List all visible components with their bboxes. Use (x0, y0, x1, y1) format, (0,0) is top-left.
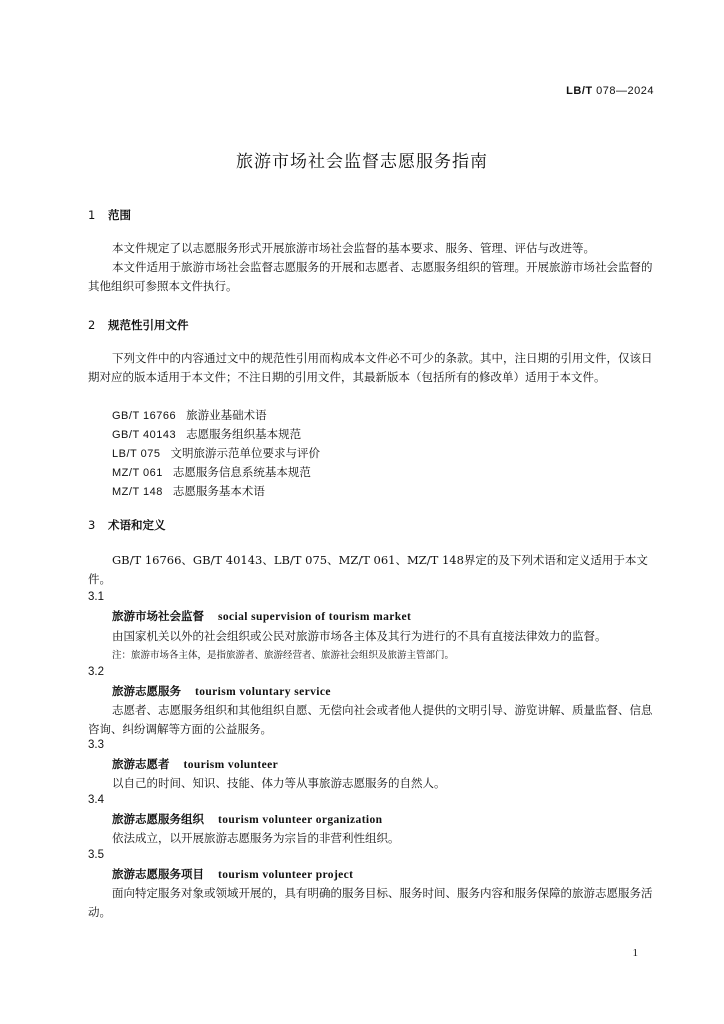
section-number: 1 (88, 208, 96, 222)
term-heading: 旅游志愿服务项目 tourism volunteer project (112, 867, 354, 881)
reference-item: MZ/T 148 志愿服务基本术语 (112, 484, 265, 498)
standard-code (566, 85, 654, 97)
term-heading: 旅游志愿者 tourism volunteer (112, 757, 279, 771)
reference-item: GB/T 40143 志愿服务组织基本规范 (112, 427, 302, 441)
term-definition: 由国家机关以外的社会组织或公民对旅游市场各主体及其行为进行的不具有直接法律效力的监督。 (112, 629, 607, 643)
term-heading: 旅游志愿服务 tourism voluntary service (112, 684, 331, 698)
reference-item: MZ/T 061 志愿服务信息系统基本规范 (112, 465, 311, 479)
term-number: 3.3 (88, 739, 104, 751)
term-heading: 旅游志愿服务组织 tourism volunteer organization (112, 812, 383, 826)
term-number: 3.2 (88, 666, 104, 678)
section-3-heading (88, 517, 166, 533)
term-definition: 以自己的时间、知识、技能、体力等从事旅游志愿服务的自然人。 (112, 776, 446, 790)
term-definition: 志愿者、志愿服务组织和其他组织自愿、无偿向社会或者他人提供的文明引导、游览讲解、质量监督、信息咨询、纠纷调解等方面的公益服务。 (88, 703, 653, 736)
term-number: 3.5 (88, 849, 104, 861)
section-1-heading (88, 207, 131, 223)
terms-intro-paragraph: GB/T 16766、GB/T 40143、LB/T 075、MZ/T 061、MZ/T 148界定的及下列术语和定义适用于本文件。 (88, 553, 648, 586)
standard-number: 078—2024 (596, 85, 654, 97)
reference-item: LB/T 075 文明旅游示范单位要求与评价 (112, 446, 320, 460)
section-number: 2 (88, 318, 96, 332)
section-title: 规范性引用文件 (108, 318, 189, 332)
page-number: 1 (632, 947, 638, 959)
term-number: 3.4 (88, 794, 104, 806)
section-2-heading (88, 317, 189, 333)
section-title: 术语和定义 (108, 518, 166, 532)
scope-paragraph-1: 本文件规定了以志愿服务形式开展旅游市场社会监督的基本要求、服务、管理、评估与改进等。 (112, 241, 595, 255)
document-title: 旅游市场社会监督志愿服务指南 (236, 152, 488, 172)
normative-intro-paragraph: 下列文件中的内容通过文中的规范性引用而构成本文件必不可少的条款。其中，注日期的引用文件，仅该日期对应的版本适用于本文件；不注日期的引用文件，其最新版本（包括所有的修改单）适用于本文件。 (88, 351, 653, 384)
section-number: 3 (88, 518, 96, 532)
reference-item: GB/T 16766 旅游业基础术语 (112, 408, 267, 422)
standard-prefix: LB/T (566, 85, 593, 97)
term-number: 3.1 (88, 591, 104, 603)
term-definition: 面向特定服务对象或领域开展的，具有明确的服务目标、服务时间、服务内容和服务保障的旅游志愿服务活动。 (88, 886, 653, 919)
term-definition: 依法成立，以开展旅游志愿服务为宗旨的非营利性组织。 (112, 831, 400, 845)
term-note: 注：旅游市场各主体，是指旅游者、旅游经营者、旅游社会组织及旅游主管部门。 (112, 650, 455, 661)
section-title: 范围 (108, 208, 131, 222)
term-heading: 旅游市场社会监督 social supervision of tourism market (112, 609, 412, 623)
scope-paragraph-2: 本文件适用于旅游市场社会监督志愿服务的开展和志愿者、志愿服务组织的管理。开展旅游市场社会监督的其他组织可参照本文件执行。 (88, 260, 653, 293)
